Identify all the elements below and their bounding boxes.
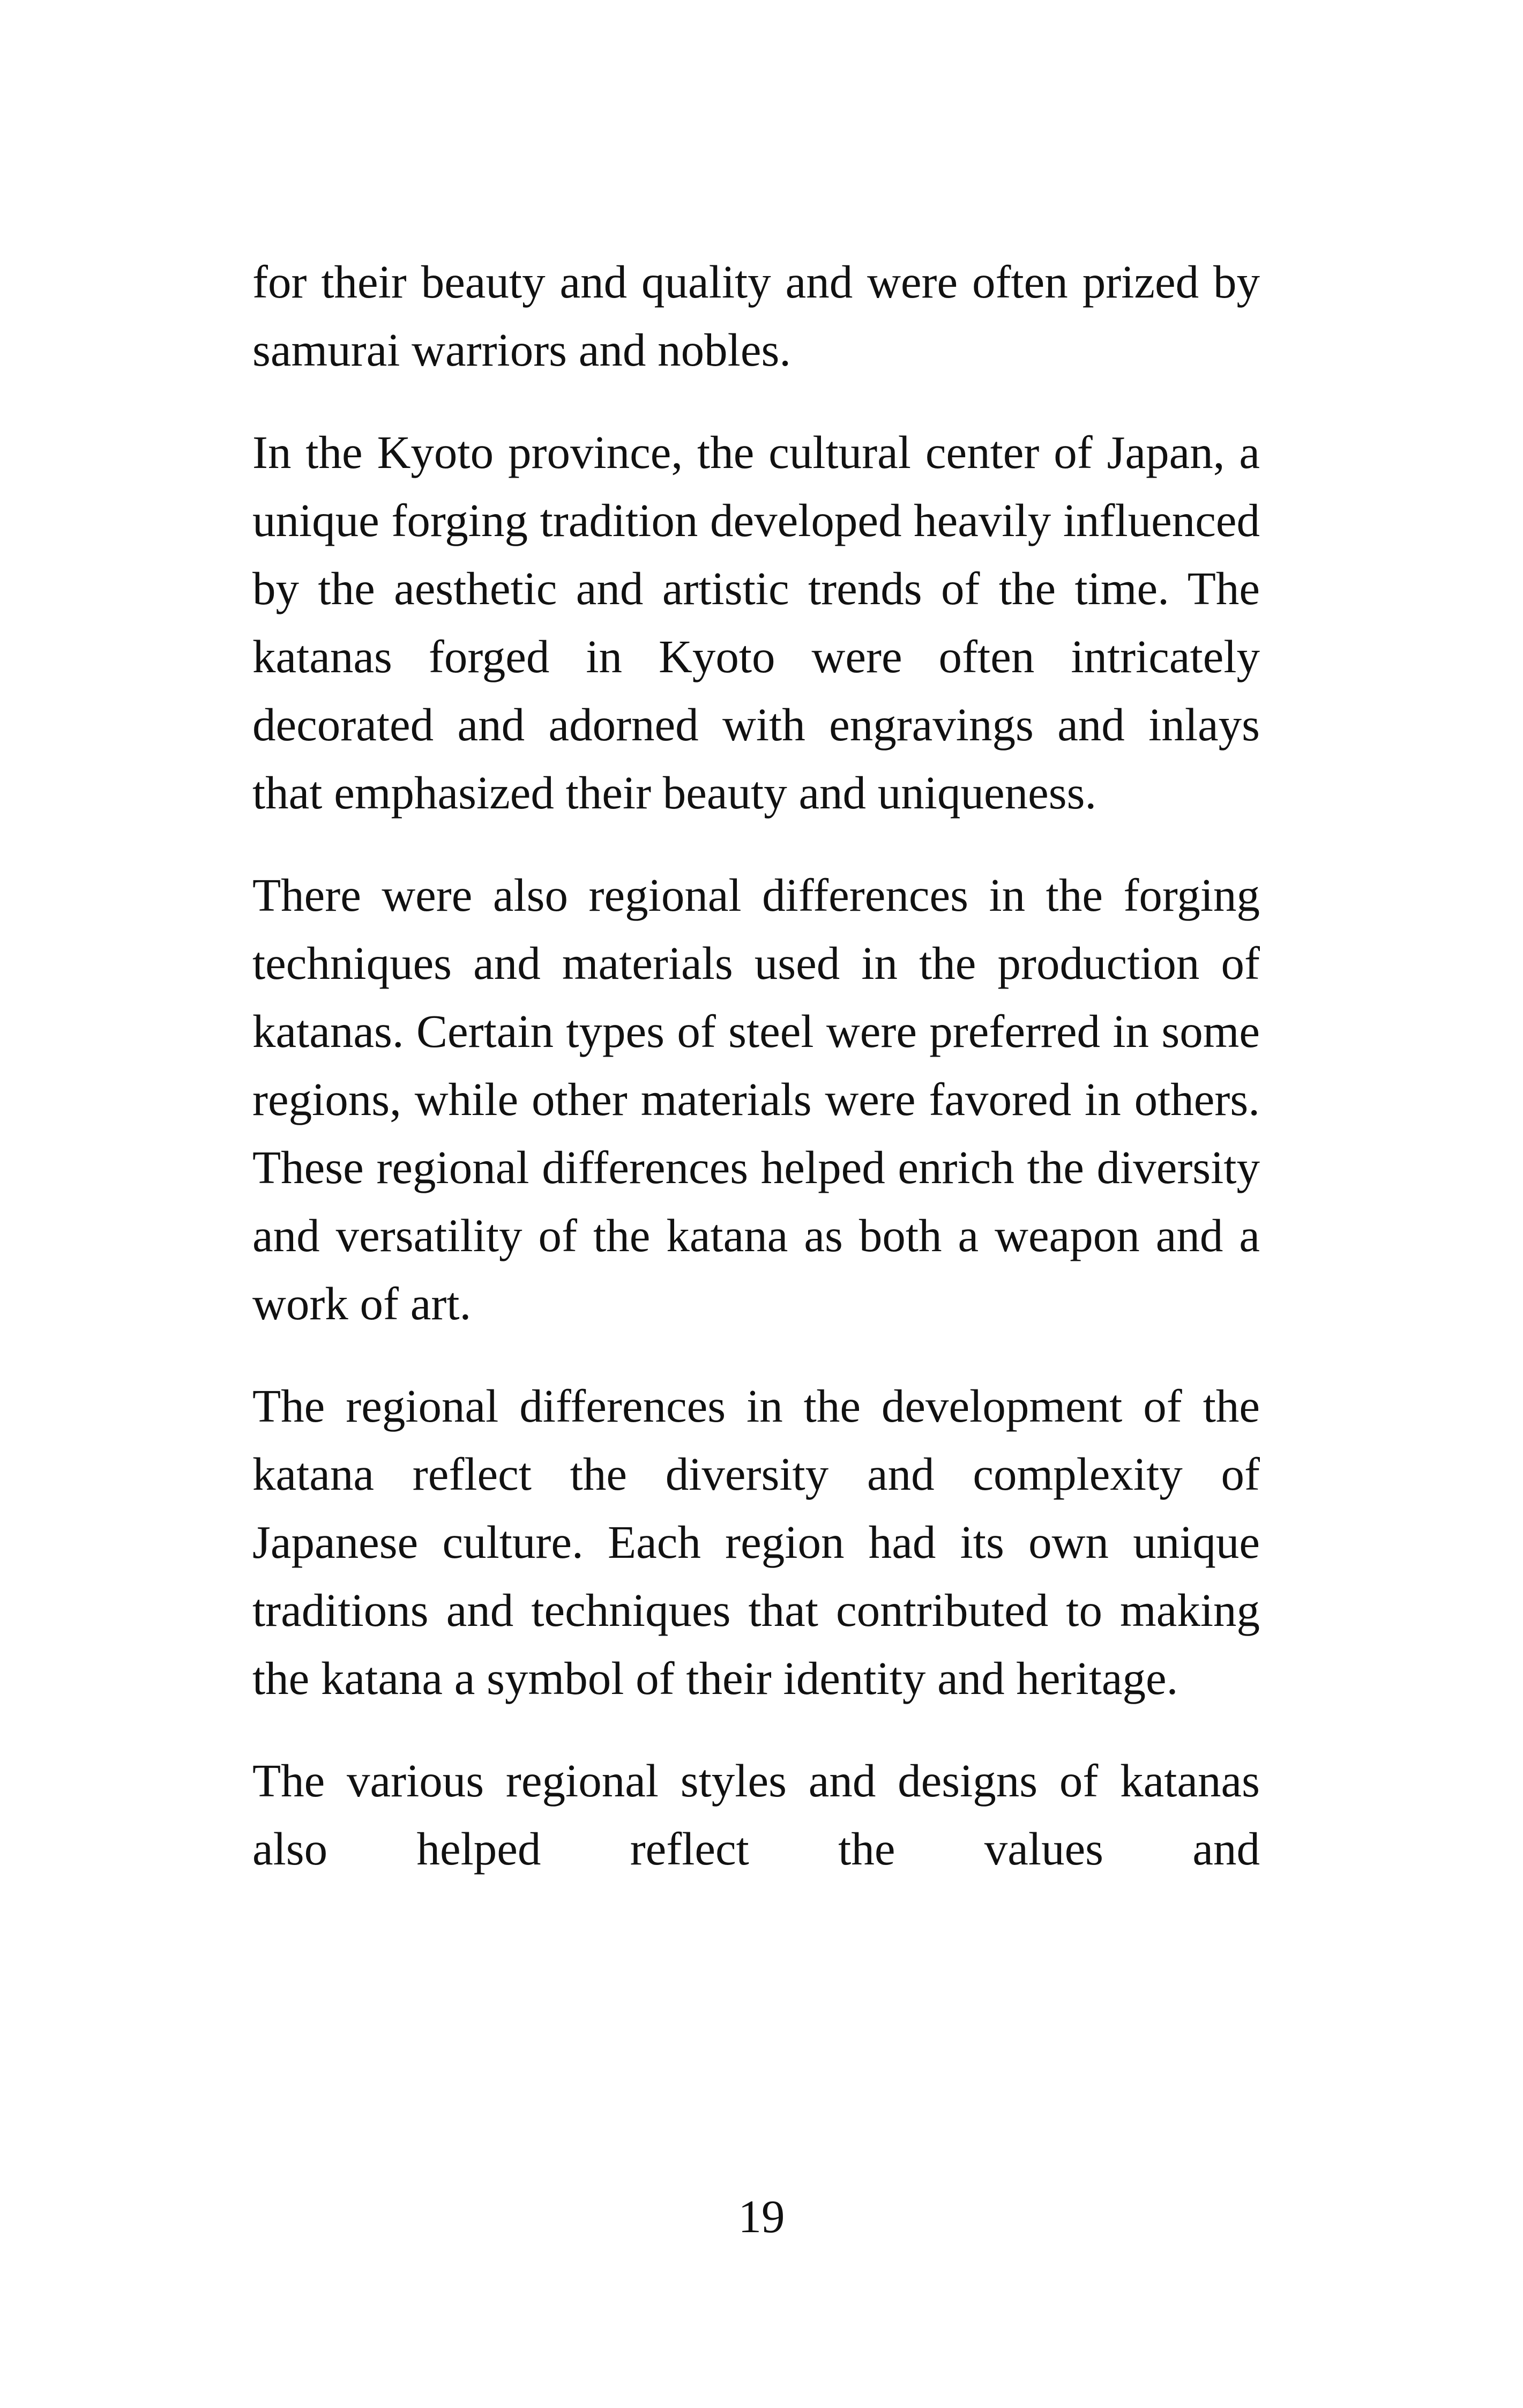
paragraph-regional-styles: The various regional styles and designs of katanas also helped reflect the values and	[252, 1755, 1260, 1875]
paragraph-kyoto-tradition: In the Kyoto province, the cultural center of Japan, a unique forging tradition developed heavily influenced by the aesthetic and artistic trends of the time. The katanas forged in Kyoto were often intricately decorated and adorned with engravings and inlays that emphasized their beauty and uniqueness.	[252, 426, 1260, 819]
page-number: 19	[738, 2190, 785, 2242]
paragraph-continuation: for their beauty and quality and were often prized by samurai warriors and nobles.	[252, 256, 1260, 376]
body-text	[252, 248, 1260, 1917]
paragraph-regional-techniques: There were also regional differences in the forging techniques and materials used in the production of katanas. Certain types of steel were preferred in some regions, while other materials were favored in others. These regional differences helped enrich the diversity and versatility of the katana as both a weapon and a work of art.	[252, 869, 1260, 1329]
paragraph-cultural-diversity: The regional differences in the development of the katana reflect the diversity and complexity of Japanese culture. Each region had its own unique traditions and techniques that contributed to making the katana a symbol of their identity and heritage.	[252, 1380, 1260, 1704]
